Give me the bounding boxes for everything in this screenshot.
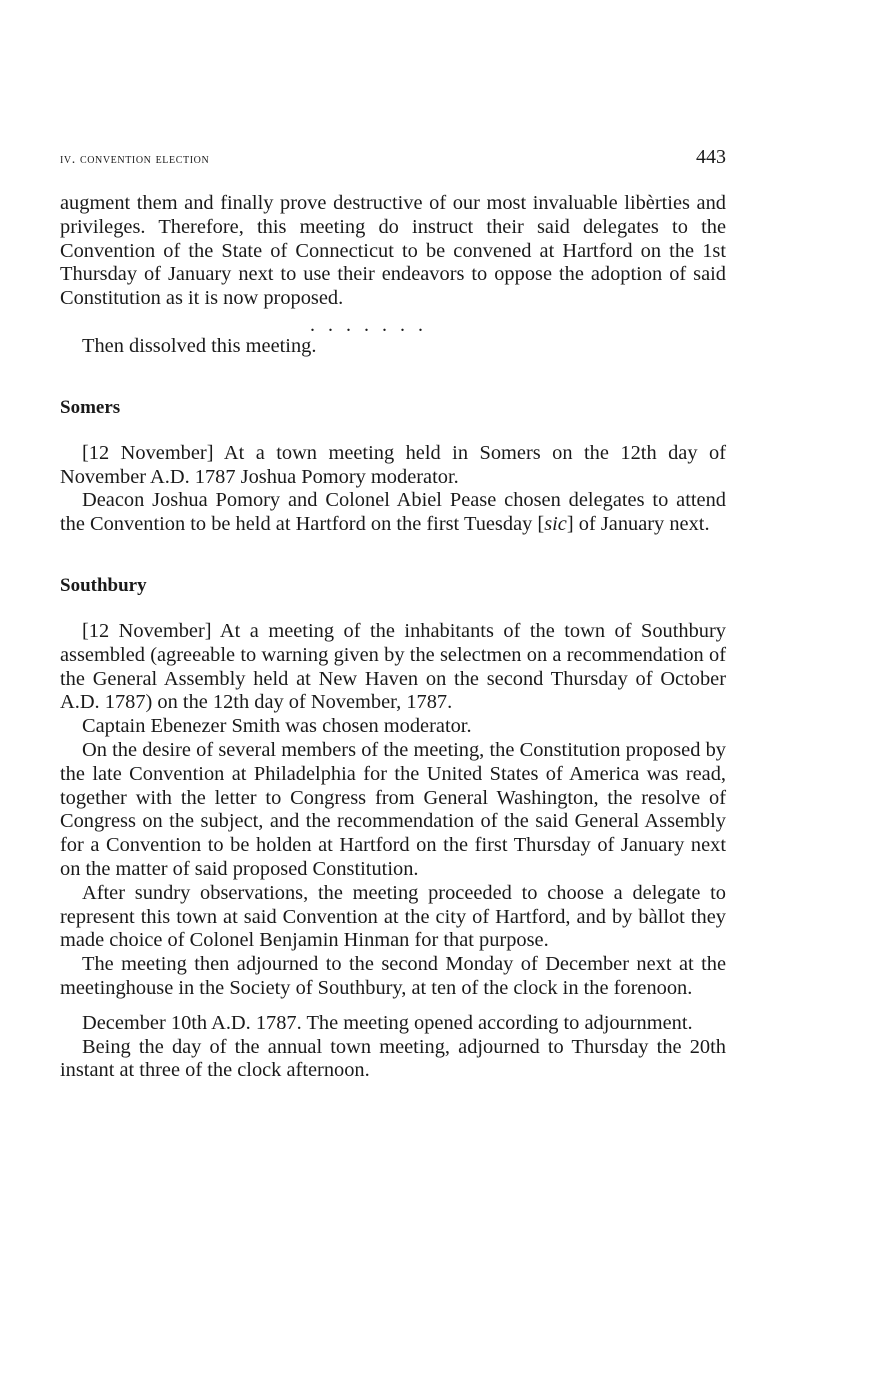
somers-paragraph-2 <box>60 489 726 537</box>
closing-paragraph: Then dissolved this meeting. <box>82 334 317 357</box>
somers-paragraph-1: [12 November] At a town meeting held in Somers on the 12th day of November A.D. 1787 Joshua Pomory moderator. <box>60 441 726 488</box>
document-body <box>60 192 726 1083</box>
running-header <box>60 146 726 174</box>
running-title: iv. convention election <box>60 152 210 167</box>
southbury-paragraph-2: Captain Ebenezer Smith was chosen moderator. <box>82 715 472 738</box>
section-heading-southbury: Southbury <box>60 574 147 596</box>
continuation-paragraph: augment them and finally prove destructive of our most invaluable libèrties and privileges. Therefore, this meeting do instruct their said delegates to the Convention of the State of Connecticut to be convened at Hartford on the 1st Thursday of January next to use their endeavors to oppose the adoption of said Constitution as it is now proposed. <box>60 192 726 310</box>
ellipsis-separator: ....... <box>310 313 436 336</box>
somers-p2-text-a: Deacon Joshua Pomory and Colonel Abiel Pease chosen delegates to attend the Convention to be held at Hartford on the first Tuesday [ <box>60 489 726 536</box>
southbury-paragraph-7: Being the day of the annual town meeting, adjourned to Thursday the 20th instant at three of the clock afternoon. <box>60 1035 726 1082</box>
document-page <box>60 146 726 1083</box>
southbury-paragraph-4: After sundry observations, the meeting proceeded to choose a delegate to represent this town at said Convention at the city of Hartford, and by bàllot they made choice of Colonel Benjamin Hinman for that purpose. <box>60 881 726 952</box>
southbury-paragraph-5: The meeting then adjourned to the second Monday of December next at the meetinghouse in the Society of Southbury, at ten of the clock in the forenoon. <box>60 953 726 999</box>
southbury-paragraph-6: December 10th A.D. 1787. The meeting opened according to adjournment. <box>82 1011 693 1034</box>
southbury-paragraph-1: [12 November] At a meeting of the inhabitants of the town of Southbury assembled (agreeable to warning given by the selectmen on a recommendation of the General Assembly held at New Haven on the second Thursday of October A.D. 1787) on the 12th day of November, 1787. <box>60 619 726 714</box>
section-heading-somers: Somers <box>60 396 121 418</box>
page-number: 443 <box>696 146 726 168</box>
somers-p2-text-b: ] of January next. <box>566 513 710 536</box>
southbury-paragraph-3: On the desire of several members of the meeting, the Constitution proposed by the late Convention at Philadelphia for the United States of America was read, together with the letter to Congress from General Washington, the resolve of Congress on the subject, and the recommendation of the said General Assembly for a Convention to be holden at Hartford on the first Thursday of January next on the matter of said proposed Constitution. <box>60 738 726 880</box>
sic-annotation: sic <box>544 513 567 536</box>
